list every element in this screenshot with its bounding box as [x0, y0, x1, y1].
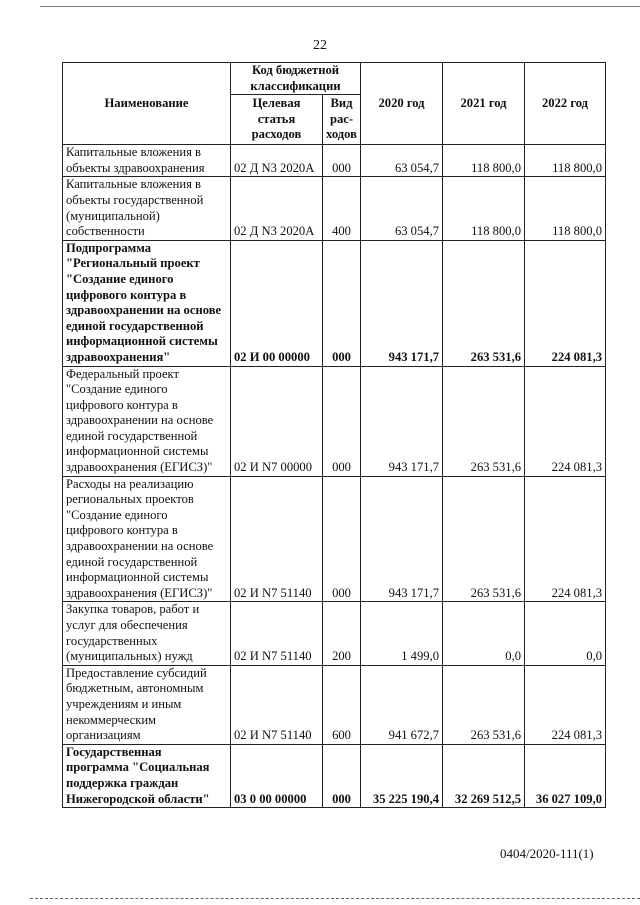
row-2021: 263 531,6: [443, 366, 525, 476]
row-2022: 224 081,3: [525, 366, 606, 476]
row-2020: 35 225 190,4: [361, 744, 443, 807]
row-code: 02 Д N3 2020A: [231, 145, 323, 177]
scan-bottom-edge: [30, 898, 640, 899]
row-2022: 118 800,0: [525, 177, 606, 240]
row-kind: 000: [323, 145, 361, 177]
table-row: [63, 665, 606, 744]
row-code: 02 И 00 00000: [231, 240, 323, 366]
row-code: 02 И N7 51140: [231, 476, 323, 602]
row-2022: 0,0: [525, 602, 606, 665]
row-code: 02 И N7 51140: [231, 665, 323, 744]
row-2020: 63 054,7: [361, 145, 443, 177]
row-2021: 263 531,6: [443, 665, 525, 744]
row-code: 02 И N7 51140: [231, 602, 323, 665]
row-2022: 118 800,0: [525, 145, 606, 177]
row-name: Государственная программа "Социальная поддержка граждан Нижегородской области": [63, 744, 231, 807]
row-2022: 224 081,3: [525, 476, 606, 602]
header-name: Наименование: [63, 63, 231, 145]
header-target: Целевая статья расходов: [231, 95, 323, 145]
row-name: Капитальные вложения в объекты государственной (муниципальной) собственности: [63, 177, 231, 240]
row-code: 02 Д N3 2020A: [231, 177, 323, 240]
row-2022: 224 081,3: [525, 665, 606, 744]
row-name: Закупка товаров, работ и услуг для обеспечения государственных (муниципальных) нужд: [63, 602, 231, 665]
row-code: 02 И N7 00000: [231, 366, 323, 476]
row-2020: 1 499,0: [361, 602, 443, 665]
row-2021: 118 800,0: [443, 177, 525, 240]
row-2021: 263 531,6: [443, 476, 525, 602]
row-2020: 943 171,7: [361, 240, 443, 366]
page-number: 22: [313, 38, 327, 53]
document-code: 0404/2020-111(1): [500, 846, 594, 861]
table-row: [63, 744, 606, 807]
row-kind: 000: [323, 240, 361, 366]
row-2021: 32 269 512,5: [443, 744, 525, 807]
row-2021: 118 800,0: [443, 145, 525, 177]
row-name: Федеральный проект "Создание единого цифрового контура в здравоохранении на основе единой государственной информационной системы здравоохранения (ЕГИСЗ)": [63, 366, 231, 476]
table-row: [63, 476, 606, 602]
row-2020: 943 171,7: [361, 366, 443, 476]
row-2021: 263 531,6: [443, 240, 525, 366]
table-row: [63, 177, 606, 240]
header-kind: Вид рас-ходов: [323, 95, 361, 145]
row-2020: 941 672,7: [361, 665, 443, 744]
row-name: Капитальные вложения в объекты здравоохранения: [63, 145, 231, 177]
budget-table: [62, 62, 606, 808]
table-row: [63, 145, 606, 177]
table-row: [63, 240, 606, 366]
row-kind: 000: [323, 476, 361, 602]
row-kind: 000: [323, 744, 361, 807]
scan-top-edge: [40, 6, 640, 7]
row-kind: 400: [323, 177, 361, 240]
row-name: Подпрограмма "Региональный проект "Создание единого цифрового контура в здравоохранении на основе единой государственной информационной системы здравоохранения": [63, 240, 231, 366]
row-2022: 224 081,3: [525, 240, 606, 366]
row-2022: 36 027 109,0: [525, 744, 606, 807]
table-row: [63, 602, 606, 665]
header-budget-code: Код бюджетной классификации: [231, 63, 361, 95]
row-name: Предоставление субсидий бюджетным, автономным учреждениям и иным некоммерческим организациям: [63, 665, 231, 744]
row-2021: 0,0: [443, 602, 525, 665]
row-2020: 63 054,7: [361, 177, 443, 240]
row-kind: 200: [323, 602, 361, 665]
row-2020: 943 171,7: [361, 476, 443, 602]
table-row: [63, 366, 606, 476]
header-2021: 2021 год: [443, 63, 525, 145]
row-name: Расходы на реализацию региональных проектов "Создание единого цифрового контура в здравоохранении на основе единой государственной информационной системы здравоохранения (ЕГИСЗ)": [63, 476, 231, 602]
header-2020: 2020 год: [361, 63, 443, 145]
header-2022: 2022 год: [525, 63, 606, 145]
row-kind: 600: [323, 665, 361, 744]
row-kind: 000: [323, 366, 361, 476]
row-code: 03 0 00 00000: [231, 744, 323, 807]
